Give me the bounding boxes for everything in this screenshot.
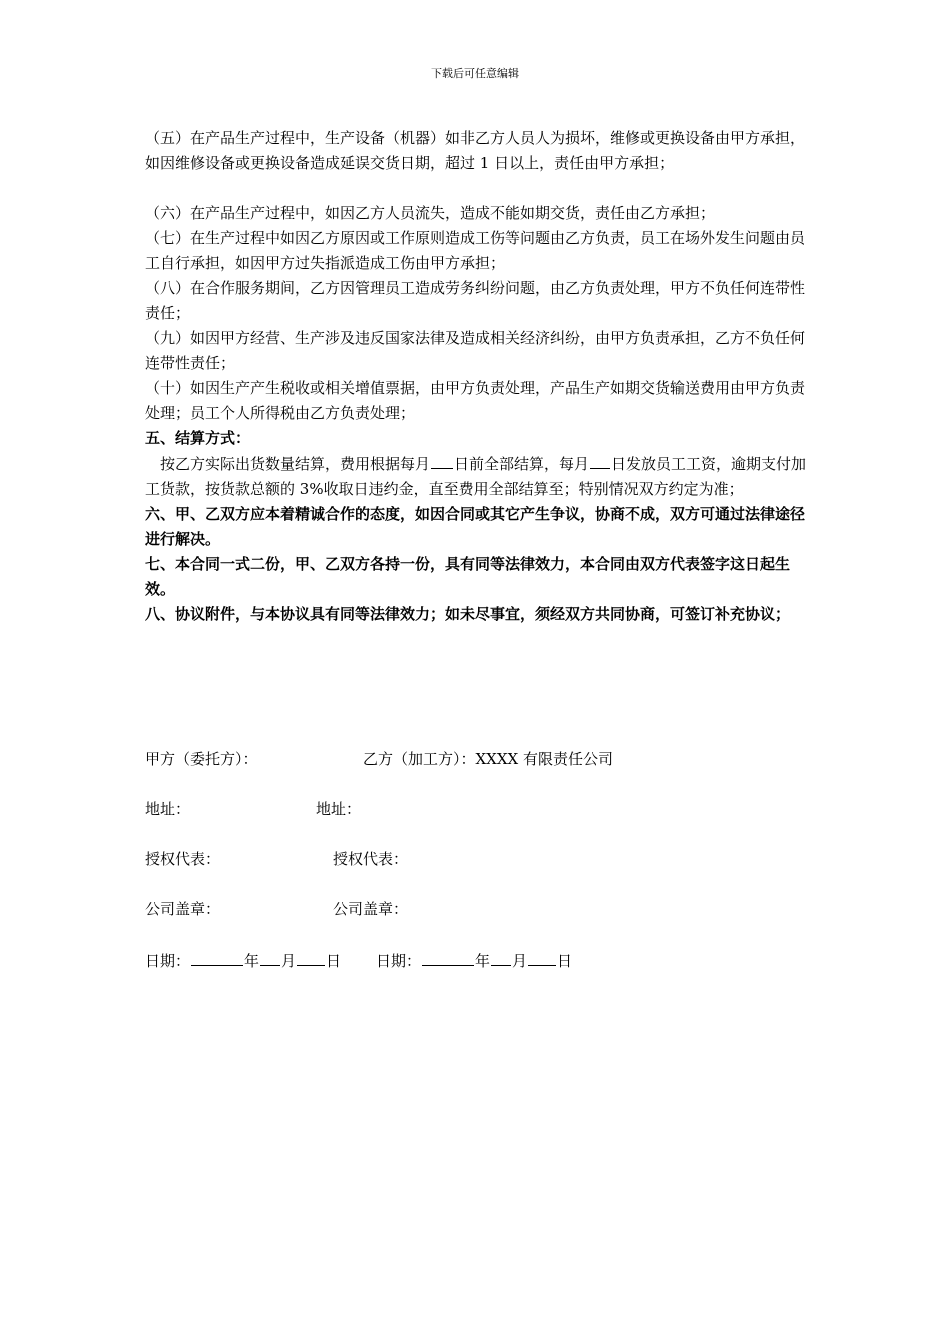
clause-5: （五）在产品生产过程中，生产设备（机器）如非乙方人员人为损坏，维修或更换设备由甲方承担，如因维修设备或更换设备造成延误交货日期，超过 1 日以上，责任由甲方承担； [145, 129, 806, 172]
date-a [145, 952, 341, 970]
date-b-year: 年 [475, 952, 491, 970]
date-a-month-blank [260, 948, 280, 966]
party-row [145, 749, 613, 769]
rep-a-label: 授权代表： [145, 850, 221, 868]
party-b-label: 乙方（加工方）：XXXX 有限责任公司 [363, 750, 613, 768]
party-a-label: 甲方（委托方）： [145, 750, 258, 768]
date-b-label: 日期： [376, 952, 422, 970]
date-b-month: 月 [512, 952, 528, 970]
clause-6: （六）在产品生产过程中，如因乙方人员流失，造成不能如期交货，责任由乙方承担； [145, 204, 716, 222]
page-header-note: 下载后可任意编辑 [431, 67, 519, 80]
settlement-text-part1: 按乙方实际出货数量结算，费用根据每月 [160, 455, 431, 473]
address-row [145, 799, 362, 819]
clause-8: （八）在合作服务期间，乙方因管理员工造成劳务纠纷问题，由乙方负责处理，甲方不负任何连带性责任； [145, 279, 806, 322]
date-a-year: 年 [244, 952, 260, 970]
representative-row [145, 849, 409, 869]
seal-a-label: 公司盖章： [145, 900, 221, 918]
clause-10: （十）如因生产产生税收或相关增值票据，由甲方负责处理，产品生产如期交货输送费用由甲方负责处理；员工个人所得税由乙方负责处理； [145, 379, 806, 422]
settlement-text-part3: 日发放员工工资，逾期支付加工货款，按货款总额的 3%收取日违约金，直至费用全部结算至；特别情况双方约定为准； [145, 455, 807, 498]
contract-body [145, 126, 815, 627]
settlement-text [145, 451, 815, 502]
settlement-text-part2: 日前全部结算，每月 [454, 455, 590, 473]
article-7: 七、本合同一式二份，甲、乙双方各持一份，具有同等法律效力，本合同由双方代表签字这日起生效。 [145, 555, 791, 598]
settlement-day-blank [431, 451, 453, 469]
settlement-heading: 五、结算方式： [145, 429, 251, 447]
date-a-year-blank [191, 948, 243, 966]
date-b-year-blank [422, 948, 474, 966]
article-8: 八、协议附件，与本协议具有同等法律效力；如未尽事宜，须经双方共同协商，可签订补充协议； [145, 605, 791, 623]
date-b-day-blank [528, 948, 556, 966]
clause-7: （七）在生产过程中如因乙方原因或工作原则造成工伤等问题由乙方负责，员工在场外发生问题由员工自行承担，如因甲方过失指派造成工伤由甲方承担； [145, 229, 806, 272]
date-row [145, 948, 573, 971]
date-a-day: 日 [326, 952, 342, 970]
rep-b-label: 授权代表： [333, 850, 409, 868]
address-a-label: 地址： [145, 800, 191, 818]
date-a-label: 日期： [145, 952, 191, 970]
date-b-month-blank [491, 948, 511, 966]
date-a-month: 月 [281, 952, 297, 970]
date-a-day-blank [297, 948, 325, 966]
seal-row [145, 899, 409, 919]
clause-9: （九）如因甲方经营、生产涉及违反国家法律及造成相关经济纠纷，由甲方负责承担，乙方不负任何连带性责任； [145, 329, 806, 372]
address-b-label: 地址： [316, 800, 362, 818]
article-6: 六、甲、乙双方应本着精诚合作的态度，如因合同或其它产生争议，协商不成，双方可通过法律途径进行解决。 [145, 505, 806, 548]
salary-day-blank [590, 451, 610, 469]
date-b [376, 948, 572, 971]
date-b-day: 日 [557, 952, 573, 970]
seal-b-label: 公司盖章： [333, 900, 409, 918]
